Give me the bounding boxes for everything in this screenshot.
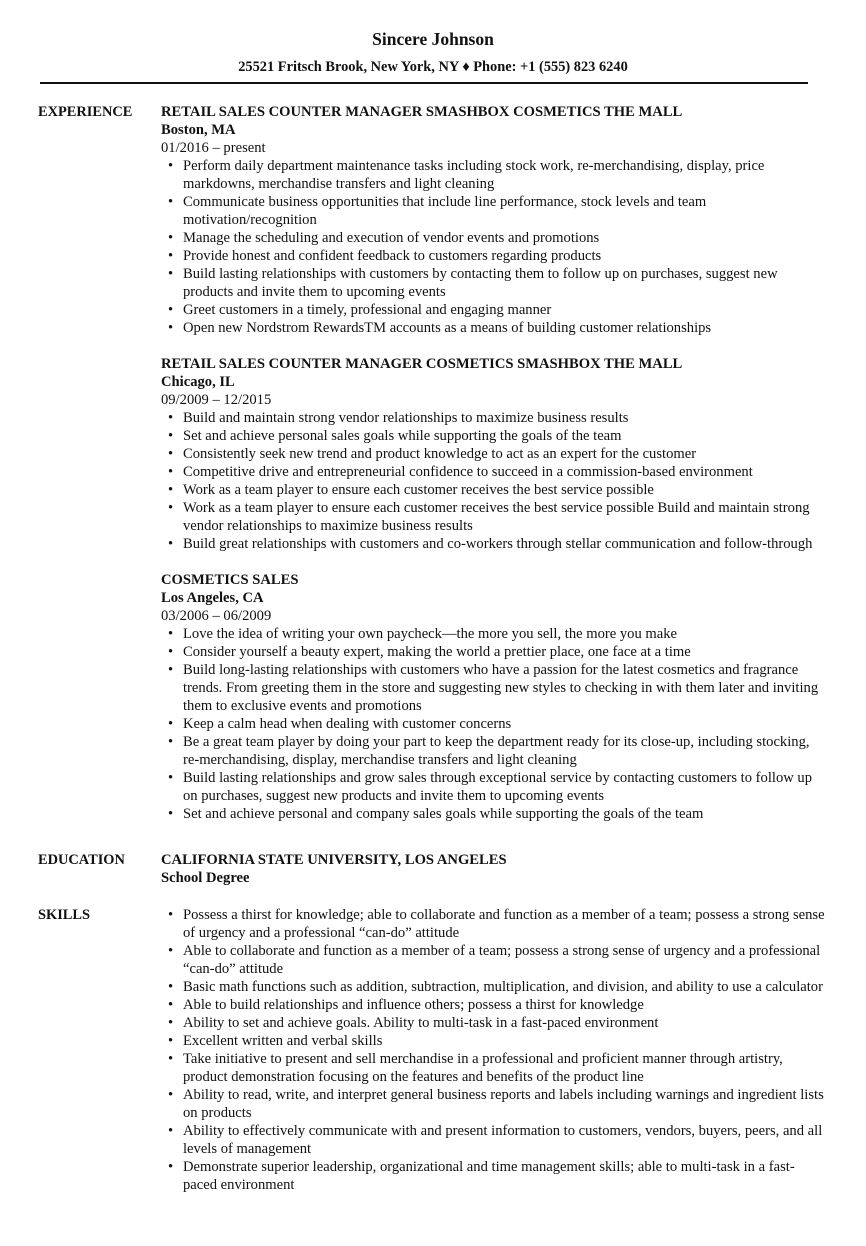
list-item: • Build lasting relationships with customers by contacting them to follow up on purchases, suggest new products and invite them to upcoming events [161,265,826,301]
list-item: • Basic math functions such as addition, subtraction, multiplication, and division, and ability to use a calculator [161,978,826,996]
job-entry [161,571,826,823]
list-item: • Work as a team player to ensure each customer receives the best service possible [161,481,826,499]
education-body [161,851,826,887]
list-item: • Provide honest and confident feedback to customers regarding products [161,247,826,265]
list-item: • Take initiative to present and sell merchandise in a professional and proficient manner through artistry, product demonstration focusing on the features and benefits of the product line [161,1050,826,1086]
job-bullets [161,625,826,823]
experience-section [38,103,826,823]
list-item: • Possess a thirst for knowledge; able to collaborate and function as a member of a team; possess a strong sense of urgency and a professional “can-do” attitude [161,906,826,942]
list-item: • Love the idea of writing your own paycheck—the more you sell, the more you make [161,625,826,643]
list-item: • Demonstrate superior leadership, organizational and time management skills; able to multi-task in a fast-paced environment [161,1158,826,1194]
contact-line: 25521 Fritsch Brook, New York, NY ♦ Phone: +1 (555) 823 6240 [238,59,628,75]
section-label-experience: EXPERIENCE [38,104,133,120]
list-item: • Ability to effectively communicate with and present information to customers, vendors, buyers, peers, and all levels of management [161,1122,826,1158]
job-dates: 01/2016 – present [161,140,266,156]
skills-body [161,906,826,1194]
list-item: • Consider yourself a beauty expert, making the world a prettier place, one face at a time [161,643,826,661]
header-divider [40,82,808,84]
job-location: Boston, MA [161,122,236,138]
job-location: Los Angeles, CA [161,590,264,606]
job-title: RETAIL SALES COUNTER MANAGER COSMETICS SMASHBOX THE MALL [161,356,683,372]
job-dates: 03/2006 – 06/2009 [161,608,272,624]
list-item: • Communicate business opportunities that include line performance, stock levels and team motivation/recognition [161,193,826,229]
job-title: COSMETICS SALES [161,572,299,588]
list-item: • Ability to set and achieve goals. Ability to multi-task in a fast-paced environment [161,1014,826,1032]
job-bullets [161,409,826,553]
list-item: • Build lasting relationships and grow sales through exceptional service by contacting customers to follow up on purchases, suggest new products and invite them to upcoming events [161,769,826,805]
job-entry [161,355,826,553]
list-item: • Build great relationships with customers and co-workers through stellar communication and follow-through [161,535,826,553]
list-item: • Keep a calm head when dealing with customer concerns [161,715,826,733]
list-item: • Excellent written and verbal skills [161,1032,826,1050]
list-item: • Greet customers in a timely, professional and engaging manner [161,301,826,319]
section-label-education: EDUCATION [38,852,125,868]
list-item: • Manage the scheduling and execution of vendor events and promotions [161,229,826,247]
list-item: • Competitive drive and entrepreneurial confidence to succeed in a commission-based environment [161,463,826,481]
job-location: Chicago, IL [161,374,235,390]
list-item: • Perform daily department maintenance tasks including stock work, re-merchandising, display, price markdowns, merchandise transfers and light cleaning [161,157,826,193]
school-name: CALIFORNIA STATE UNIVERSITY, LOS ANGELES [161,852,507,868]
section-label-skills: SKILLS [38,907,90,923]
list-item: • Set and achieve personal sales goals while supporting the goals of the team [161,427,826,445]
list-item: • Ability to read, write, and interpret general business reports and labels including warnings and ingredient lists on products [161,1086,826,1122]
education-section [38,851,826,887]
candidate-name: Sincere Johnson [372,29,494,49]
list-item: • Open new Nordstrom RewardsTM accounts as a means of building customer relationships [161,319,826,337]
list-item: • Be a great team player by doing your part to keep the department ready for its close-up, including stocking, re-merchandising, display, merchandise transfers and light cleaning [161,733,826,769]
skills-list [161,906,826,1194]
degree: School Degree [161,870,250,886]
list-item: • Set and achieve personal and company sales goals while supporting the goals of the team [161,805,826,823]
list-item: • Consistently seek new trend and product knowledge to act as an expert for the customer [161,445,826,463]
list-item: • Build long-lasting relationships with customers who have a passion for the latest cosmetics and fragrance trends. From greeting them in the store and suggesting new styles to checking in with them later and inviting them to exclusive events and promotions [161,661,826,715]
skills-section [38,906,826,1194]
list-item: • Build and maintain strong vendor relationships to maximize business results [161,409,826,427]
experience-list [161,103,826,823]
list-item: • Able to collaborate and function as a member of a team; possess a strong sense of urgency and a professional “can-do” attitude [161,942,826,978]
list-item: • Able to build relationships and influence others; possess a thirst for knowledge [161,996,826,1014]
list-item: • Work as a team player to ensure each customer receives the best service possible Build and maintain strong vendor relationships to maximize business results [161,499,826,535]
job-entry [161,103,826,337]
job-dates: 09/2009 – 12/2015 [161,392,272,408]
job-title: RETAIL SALES COUNTER MANAGER SMASHBOX COSMETICS THE MALL [161,104,683,120]
job-bullets [161,157,826,337]
